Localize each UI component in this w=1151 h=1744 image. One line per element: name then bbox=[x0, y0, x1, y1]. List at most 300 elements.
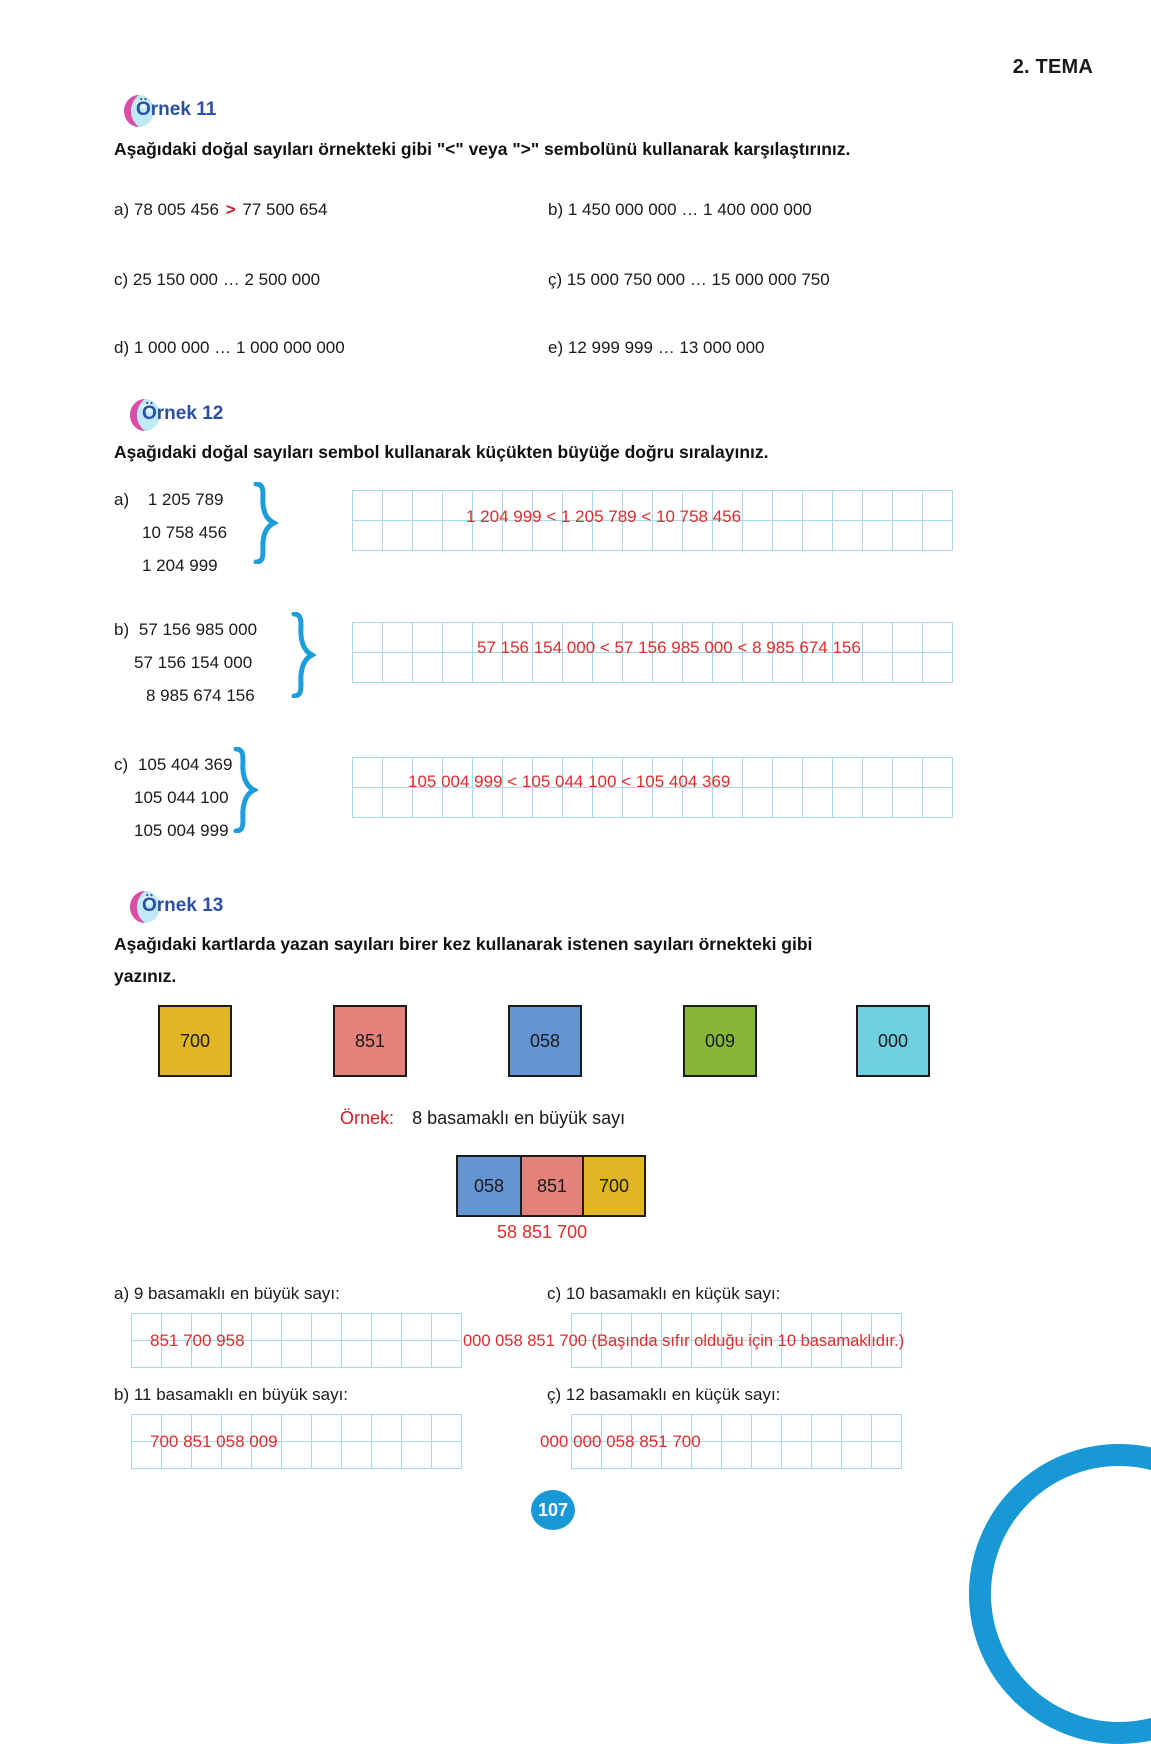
item-b-left: 1 450 000 000 bbox=[567, 200, 677, 219]
grid-cell bbox=[713, 491, 743, 521]
grid-cell bbox=[413, 521, 443, 551]
group-c-label: c) bbox=[114, 755, 129, 774]
grid-cell bbox=[893, 623, 923, 653]
grid-cell bbox=[473, 491, 503, 521]
grid-cell bbox=[222, 1314, 252, 1341]
grid-cell bbox=[443, 623, 473, 653]
question-b-grid[interactable] bbox=[131, 1414, 462, 1469]
page-number-badge: 107 bbox=[531, 1490, 575, 1530]
grid-cell bbox=[473, 788, 503, 818]
strip-card-700[interactable] bbox=[582, 1157, 644, 1215]
number-card-009[interactable] bbox=[683, 1005, 757, 1077]
brace-a-icon bbox=[252, 482, 278, 564]
question-a-answer: 851 700 958 bbox=[150, 1331, 245, 1350]
grid-cell bbox=[162, 1314, 192, 1341]
answer-text-a: 1 204 999 < 1 205 789 < 10 758 456 bbox=[466, 507, 742, 526]
group-a-label: a) bbox=[114, 490, 130, 509]
grid-cell bbox=[192, 1415, 222, 1442]
grid-cell bbox=[752, 1415, 782, 1442]
sort-group-b bbox=[114, 613, 257, 712]
grid-cell bbox=[812, 1442, 842, 1469]
grid-cell bbox=[473, 758, 503, 788]
compare-item-e bbox=[548, 338, 765, 358]
grid-cell bbox=[222, 1415, 252, 1442]
group-c-line-1 bbox=[114, 748, 232, 781]
grid-cell bbox=[752, 1442, 782, 1469]
grid-cell bbox=[132, 1415, 162, 1442]
question-c-grid[interactable] bbox=[571, 1313, 902, 1368]
question-c-cedilla-answer: 000 000 058 851 700 bbox=[540, 1432, 701, 1451]
grid-cell bbox=[923, 758, 953, 788]
grid-cell bbox=[773, 788, 803, 818]
grid-cell bbox=[833, 623, 863, 653]
strip-card-value: 851 bbox=[536, 1175, 568, 1196]
item-b-symbol[interactable]: … bbox=[681, 200, 699, 219]
grid-cell bbox=[743, 758, 773, 788]
grid-cell bbox=[632, 1442, 662, 1469]
ornek-11-instruction: Aşağıdaki doğal sayıları örnekteki gibi "<" veya ">" sembolünü kullanarak karşılaştırınız. bbox=[114, 139, 851, 159]
grid-cell bbox=[692, 1442, 722, 1469]
grid-cell bbox=[872, 1415, 902, 1442]
grid-cell bbox=[653, 788, 683, 818]
grid-cell bbox=[593, 758, 623, 788]
grid-cell bbox=[773, 491, 803, 521]
grid-cell bbox=[413, 788, 443, 818]
grid-cell bbox=[443, 653, 473, 683]
grid-cell bbox=[372, 1442, 402, 1469]
grid-cell bbox=[383, 491, 413, 521]
item-b-label: b) bbox=[548, 200, 564, 219]
grid-cell bbox=[653, 491, 683, 521]
card-value: 851 bbox=[354, 1030, 386, 1051]
grid-cell bbox=[312, 1415, 342, 1442]
grid-cell bbox=[863, 491, 893, 521]
question-c-cedilla-label: ç) 12 basamaklı en küçük sayı: bbox=[547, 1385, 781, 1404]
grid-cell bbox=[443, 521, 473, 551]
grid-cell bbox=[252, 1415, 282, 1442]
grid-cell bbox=[842, 1341, 872, 1368]
answer-text-c: 105 004 999 < 105 044 100 < 105 404 369 bbox=[408, 772, 731, 791]
item-b-right: 1 400 000 000 bbox=[703, 200, 812, 219]
strip-card-value: 700 bbox=[598, 1175, 630, 1196]
brace-c-icon bbox=[232, 747, 258, 833]
grid-cell bbox=[192, 1442, 222, 1469]
grid-cell bbox=[342, 1415, 372, 1442]
grid-cell bbox=[662, 1442, 692, 1469]
grid-cell bbox=[593, 623, 623, 653]
grid-cell bbox=[162, 1415, 192, 1442]
grid-cell bbox=[413, 491, 443, 521]
grid-cell bbox=[662, 1415, 692, 1442]
item-c-right: 2 500 000 bbox=[244, 270, 321, 289]
grid-cell bbox=[602, 1442, 632, 1469]
grid-cell bbox=[383, 788, 413, 818]
grid-cell bbox=[692, 1415, 722, 1442]
grid-cell bbox=[743, 623, 773, 653]
grid-cell bbox=[683, 653, 713, 683]
grid-cell bbox=[803, 491, 833, 521]
grid-cell bbox=[473, 623, 503, 653]
grid-cell bbox=[632, 1314, 662, 1341]
grid-cell bbox=[653, 623, 683, 653]
grid-cell bbox=[722, 1314, 752, 1341]
item-cc-symbol[interactable]: … bbox=[689, 270, 707, 289]
grid-cell bbox=[533, 521, 563, 551]
ornek-12-badge bbox=[128, 396, 223, 432]
card-value: 000 bbox=[877, 1030, 909, 1051]
grid-cell bbox=[563, 788, 593, 818]
group-a-number-1: 1 205 789 bbox=[147, 490, 224, 509]
grid-cell bbox=[623, 788, 653, 818]
grid-cell bbox=[353, 491, 383, 521]
grid-cell bbox=[803, 788, 833, 818]
ornek-12-instruction: Aşağıdaki doğal sayıları sembol kullanarak küçükten büyüğe doğru sıralayınız. bbox=[114, 442, 769, 462]
grid-cell bbox=[383, 521, 413, 551]
grid-cell bbox=[443, 758, 473, 788]
compare-item-a bbox=[114, 200, 327, 220]
grid-cell bbox=[833, 788, 863, 818]
grid-cell bbox=[833, 758, 863, 788]
grid-cell bbox=[683, 758, 713, 788]
grid-cell bbox=[602, 1341, 632, 1368]
grid-cell bbox=[282, 1442, 312, 1469]
grid-cell bbox=[432, 1314, 462, 1341]
grid-cell bbox=[782, 1314, 812, 1341]
grid-cell bbox=[602, 1415, 632, 1442]
grid-cell bbox=[353, 653, 383, 683]
grid-cell bbox=[782, 1341, 812, 1368]
grid-cell bbox=[872, 1341, 902, 1368]
group-b-number-3: 8 985 674 156 bbox=[146, 686, 255, 706]
grid-cell bbox=[132, 1341, 162, 1368]
grid-cell bbox=[372, 1415, 402, 1442]
grid-cell bbox=[812, 1415, 842, 1442]
item-d-symbol[interactable]: … bbox=[214, 338, 232, 357]
decorative-arc bbox=[969, 1444, 1151, 1744]
group-a-line-1 bbox=[114, 483, 227, 516]
grid-cell bbox=[563, 653, 593, 683]
group-c-number-1: 105 404 369 bbox=[137, 755, 233, 774]
grid-cell bbox=[222, 1341, 252, 1368]
grid-cell bbox=[593, 521, 623, 551]
grid-cell bbox=[623, 521, 653, 551]
grid-cell bbox=[593, 491, 623, 521]
grid-cell bbox=[653, 758, 683, 788]
grid-cell bbox=[132, 1314, 162, 1341]
grid-cell bbox=[863, 623, 893, 653]
grid-cell bbox=[773, 623, 803, 653]
grid-cell bbox=[432, 1442, 462, 1469]
grid-cell bbox=[713, 521, 743, 551]
sort-group-c bbox=[114, 748, 232, 847]
example-caption bbox=[340, 1108, 625, 1129]
grid-cell bbox=[743, 491, 773, 521]
grid-cell bbox=[353, 758, 383, 788]
grid-cell bbox=[572, 1314, 602, 1341]
grid-cell bbox=[803, 758, 833, 788]
number-card-000[interactable] bbox=[856, 1005, 930, 1077]
grid-cell bbox=[923, 623, 953, 653]
grid-cell bbox=[402, 1415, 432, 1442]
grid-cell bbox=[503, 491, 533, 521]
grid-cell bbox=[533, 653, 563, 683]
grid-cell bbox=[252, 1314, 282, 1341]
grid-cell bbox=[713, 758, 743, 788]
answer-grid-c[interactable] bbox=[352, 757, 953, 818]
grid-cell bbox=[383, 623, 413, 653]
compare-item-c bbox=[114, 270, 320, 290]
grid-cell bbox=[252, 1442, 282, 1469]
ornek-13-badge bbox=[128, 888, 223, 924]
grid-cell bbox=[563, 758, 593, 788]
number-card-700[interactable] bbox=[158, 1005, 232, 1077]
card-value: 058 bbox=[529, 1030, 561, 1051]
grid-cell bbox=[692, 1314, 722, 1341]
grid-cell bbox=[632, 1415, 662, 1442]
question-b-answer: 700 851 058 009 bbox=[150, 1432, 278, 1451]
grid-cell bbox=[842, 1415, 872, 1442]
number-card-058[interactable] bbox=[508, 1005, 582, 1077]
grid-cell bbox=[443, 788, 473, 818]
grid-cell bbox=[812, 1314, 842, 1341]
grid-cell bbox=[743, 521, 773, 551]
grid-cell bbox=[683, 521, 713, 551]
item-a-left: 78 005 456 bbox=[133, 200, 219, 219]
question-c-cedilla-grid[interactable] bbox=[571, 1414, 902, 1469]
grid-cell bbox=[782, 1415, 812, 1442]
grid-cell bbox=[593, 788, 623, 818]
grid-cell bbox=[923, 788, 953, 818]
grid-cell bbox=[383, 758, 413, 788]
grid-cell bbox=[593, 653, 623, 683]
grid-cell bbox=[713, 653, 743, 683]
grid-cell bbox=[402, 1341, 432, 1368]
grid-cell bbox=[863, 758, 893, 788]
group-c-number-3: 105 004 999 bbox=[134, 821, 229, 841]
item-c-label: c) bbox=[114, 270, 129, 289]
grid-cell bbox=[533, 491, 563, 521]
grid-cell bbox=[372, 1341, 402, 1368]
grid-cell bbox=[572, 1415, 602, 1442]
grid-cell bbox=[533, 623, 563, 653]
grid-cell bbox=[572, 1341, 602, 1368]
item-a-symbol[interactable]: > bbox=[225, 200, 236, 219]
grid-cell bbox=[863, 521, 893, 551]
ornek-13-instruction-line-2: yazınız. bbox=[114, 966, 177, 986]
grid-cell bbox=[923, 653, 953, 683]
question-c-answer: 000 058 851 700 (Başında sıfır olduğu için 10 basamaklıdır.) bbox=[463, 1332, 905, 1350]
grid-cell bbox=[833, 653, 863, 683]
grid-cell bbox=[372, 1314, 402, 1341]
grid-cell bbox=[533, 788, 563, 818]
grid-cell bbox=[722, 1341, 752, 1368]
item-e-left: 12 999 999 bbox=[567, 338, 653, 357]
grid-cell bbox=[872, 1314, 902, 1341]
group-b-line-1 bbox=[114, 613, 257, 646]
group-a-number-3: 1 204 999 bbox=[142, 556, 218, 576]
grid-cell bbox=[623, 653, 653, 683]
grid-cell bbox=[743, 653, 773, 683]
grid-cell bbox=[473, 521, 503, 551]
item-e-label: e) bbox=[548, 338, 564, 357]
grid-cell bbox=[743, 788, 773, 818]
number-card-851[interactable] bbox=[333, 1005, 407, 1077]
item-cc-left: 15 000 750 000 bbox=[566, 270, 686, 289]
grid-cell bbox=[653, 521, 683, 551]
grid-cell bbox=[503, 788, 533, 818]
card-value: 009 bbox=[704, 1030, 736, 1051]
strip-card-058[interactable] bbox=[458, 1157, 520, 1215]
grid-cell bbox=[342, 1442, 372, 1469]
item-d-right: 1 000 000 000 bbox=[235, 338, 345, 357]
grid-cell bbox=[773, 758, 803, 788]
grid-cell bbox=[282, 1415, 312, 1442]
grid-cell bbox=[752, 1314, 782, 1341]
item-e-symbol[interactable]: … bbox=[657, 338, 675, 357]
grid-cell bbox=[923, 491, 953, 521]
grid-cell bbox=[282, 1341, 312, 1368]
question-a-grid[interactable] bbox=[131, 1313, 462, 1368]
grid-cell bbox=[683, 491, 713, 521]
page-title: 2. TEMA bbox=[1012, 56, 1093, 78]
grid-cell bbox=[782, 1442, 812, 1469]
group-b-number-1: 57 156 985 000 bbox=[138, 620, 258, 639]
grid-cell bbox=[383, 653, 413, 683]
ornek-13-instruction-line-1: Aşağıdaki kartlarda yazan sayıları birer kez kullanarak istenen sayıları örnekteki gibi bbox=[114, 934, 813, 954]
grid-cell bbox=[893, 653, 923, 683]
grid-cell bbox=[833, 521, 863, 551]
grid-cell bbox=[683, 788, 713, 818]
grid-cell bbox=[162, 1341, 192, 1368]
grid-cell bbox=[192, 1314, 222, 1341]
grid-cell bbox=[162, 1442, 192, 1469]
grid-cell bbox=[632, 1341, 662, 1368]
grid-cell bbox=[893, 788, 923, 818]
grid-cell bbox=[803, 623, 833, 653]
grid-cell bbox=[533, 758, 563, 788]
group-a-number-2: 10 758 456 bbox=[142, 523, 228, 543]
grid-cell bbox=[713, 623, 743, 653]
grid-cell bbox=[503, 758, 533, 788]
grid-cell bbox=[893, 521, 923, 551]
grid-cell bbox=[863, 788, 893, 818]
grid-cell bbox=[563, 491, 593, 521]
grid-cell bbox=[923, 521, 953, 551]
compare-item-b bbox=[548, 200, 812, 220]
example-label: Örnek: bbox=[340, 1108, 395, 1128]
grid-cell bbox=[192, 1341, 222, 1368]
ornek-11-label: Örnek 11 bbox=[136, 99, 217, 120]
item-cc-right: 15 000 000 750 bbox=[711, 270, 830, 289]
grid-cell bbox=[252, 1341, 282, 1368]
grid-cell bbox=[473, 653, 503, 683]
group-b-number-2: 57 156 154 000 bbox=[134, 653, 253, 673]
grid-cell bbox=[692, 1341, 722, 1368]
grid-cell bbox=[713, 788, 743, 818]
strip-card-851[interactable] bbox=[520, 1157, 582, 1215]
brace-b-icon bbox=[290, 612, 316, 698]
grid-cell bbox=[342, 1314, 372, 1341]
grid-cell bbox=[773, 653, 803, 683]
grid-cell bbox=[413, 623, 443, 653]
grid-cell bbox=[623, 491, 653, 521]
ornek-13-label: Örnek 13 bbox=[142, 895, 224, 916]
grid-cell bbox=[563, 623, 593, 653]
grid-cell bbox=[353, 521, 383, 551]
compare-item-c-cedilla bbox=[548, 270, 830, 290]
grid-cell bbox=[342, 1341, 372, 1368]
grid-cell bbox=[893, 758, 923, 788]
grid-cell bbox=[432, 1415, 462, 1442]
grid-cell bbox=[653, 653, 683, 683]
grid-cell bbox=[353, 623, 383, 653]
item-cc-label: ç) bbox=[548, 270, 563, 289]
grid-cell bbox=[803, 521, 833, 551]
strip-card-value: 058 bbox=[473, 1175, 505, 1196]
card-value: 700 bbox=[179, 1030, 211, 1051]
grid-cell bbox=[773, 521, 803, 551]
example-answer: 58 851 700 bbox=[497, 1222, 588, 1242]
grid-cell bbox=[503, 521, 533, 551]
item-e-right: 13 000 000 bbox=[679, 338, 765, 357]
grid-cell bbox=[662, 1341, 692, 1368]
grid-cell bbox=[833, 491, 863, 521]
answer-grid-b[interactable] bbox=[352, 622, 953, 683]
grid-cell bbox=[722, 1415, 752, 1442]
grid-cell bbox=[722, 1442, 752, 1469]
grid-cell bbox=[842, 1442, 872, 1469]
grid-cell bbox=[662, 1314, 692, 1341]
grid-cell bbox=[503, 623, 533, 653]
grid-cell bbox=[132, 1442, 162, 1469]
grid-cell bbox=[602, 1314, 632, 1341]
ornek-12-label: Örnek 12 bbox=[142, 403, 224, 424]
item-c-left: 25 150 000 bbox=[132, 270, 218, 289]
grid-cell bbox=[842, 1314, 872, 1341]
group-c-number-2: 105 044 100 bbox=[134, 788, 229, 808]
grid-cell bbox=[872, 1442, 902, 1469]
grid-cell bbox=[623, 623, 653, 653]
grid-cell bbox=[803, 653, 833, 683]
grid-cell bbox=[353, 788, 383, 818]
item-d-left: 1 000 000 bbox=[133, 338, 210, 357]
question-b-label: b) 11 basamaklı en büyük sayı: bbox=[114, 1385, 349, 1404]
grid-cell bbox=[863, 653, 893, 683]
grid-cell bbox=[432, 1341, 462, 1368]
grid-cell bbox=[572, 1442, 602, 1469]
grid-cell bbox=[312, 1314, 342, 1341]
grid-cell bbox=[443, 491, 473, 521]
grid-cell bbox=[413, 653, 443, 683]
grid-cell bbox=[503, 653, 533, 683]
grid-cell bbox=[893, 491, 923, 521]
example-strip bbox=[456, 1155, 646, 1217]
grid-cell bbox=[402, 1314, 432, 1341]
grid-cell bbox=[413, 758, 443, 788]
grid-cell bbox=[312, 1341, 342, 1368]
sort-group-a bbox=[114, 483, 227, 582]
item-c-symbol[interactable]: … bbox=[222, 270, 240, 289]
grid-cell bbox=[812, 1341, 842, 1368]
compare-item-d bbox=[114, 338, 345, 358]
group-b-label: b) bbox=[114, 620, 130, 639]
grid-cell bbox=[222, 1442, 252, 1469]
example-text: 8 basamaklı en büyük sayı bbox=[412, 1108, 626, 1128]
item-a-right: 77 500 654 bbox=[242, 200, 328, 219]
grid-cell bbox=[312, 1442, 342, 1469]
item-a-label: a) bbox=[114, 200, 130, 219]
answer-grid-a[interactable] bbox=[352, 490, 953, 551]
